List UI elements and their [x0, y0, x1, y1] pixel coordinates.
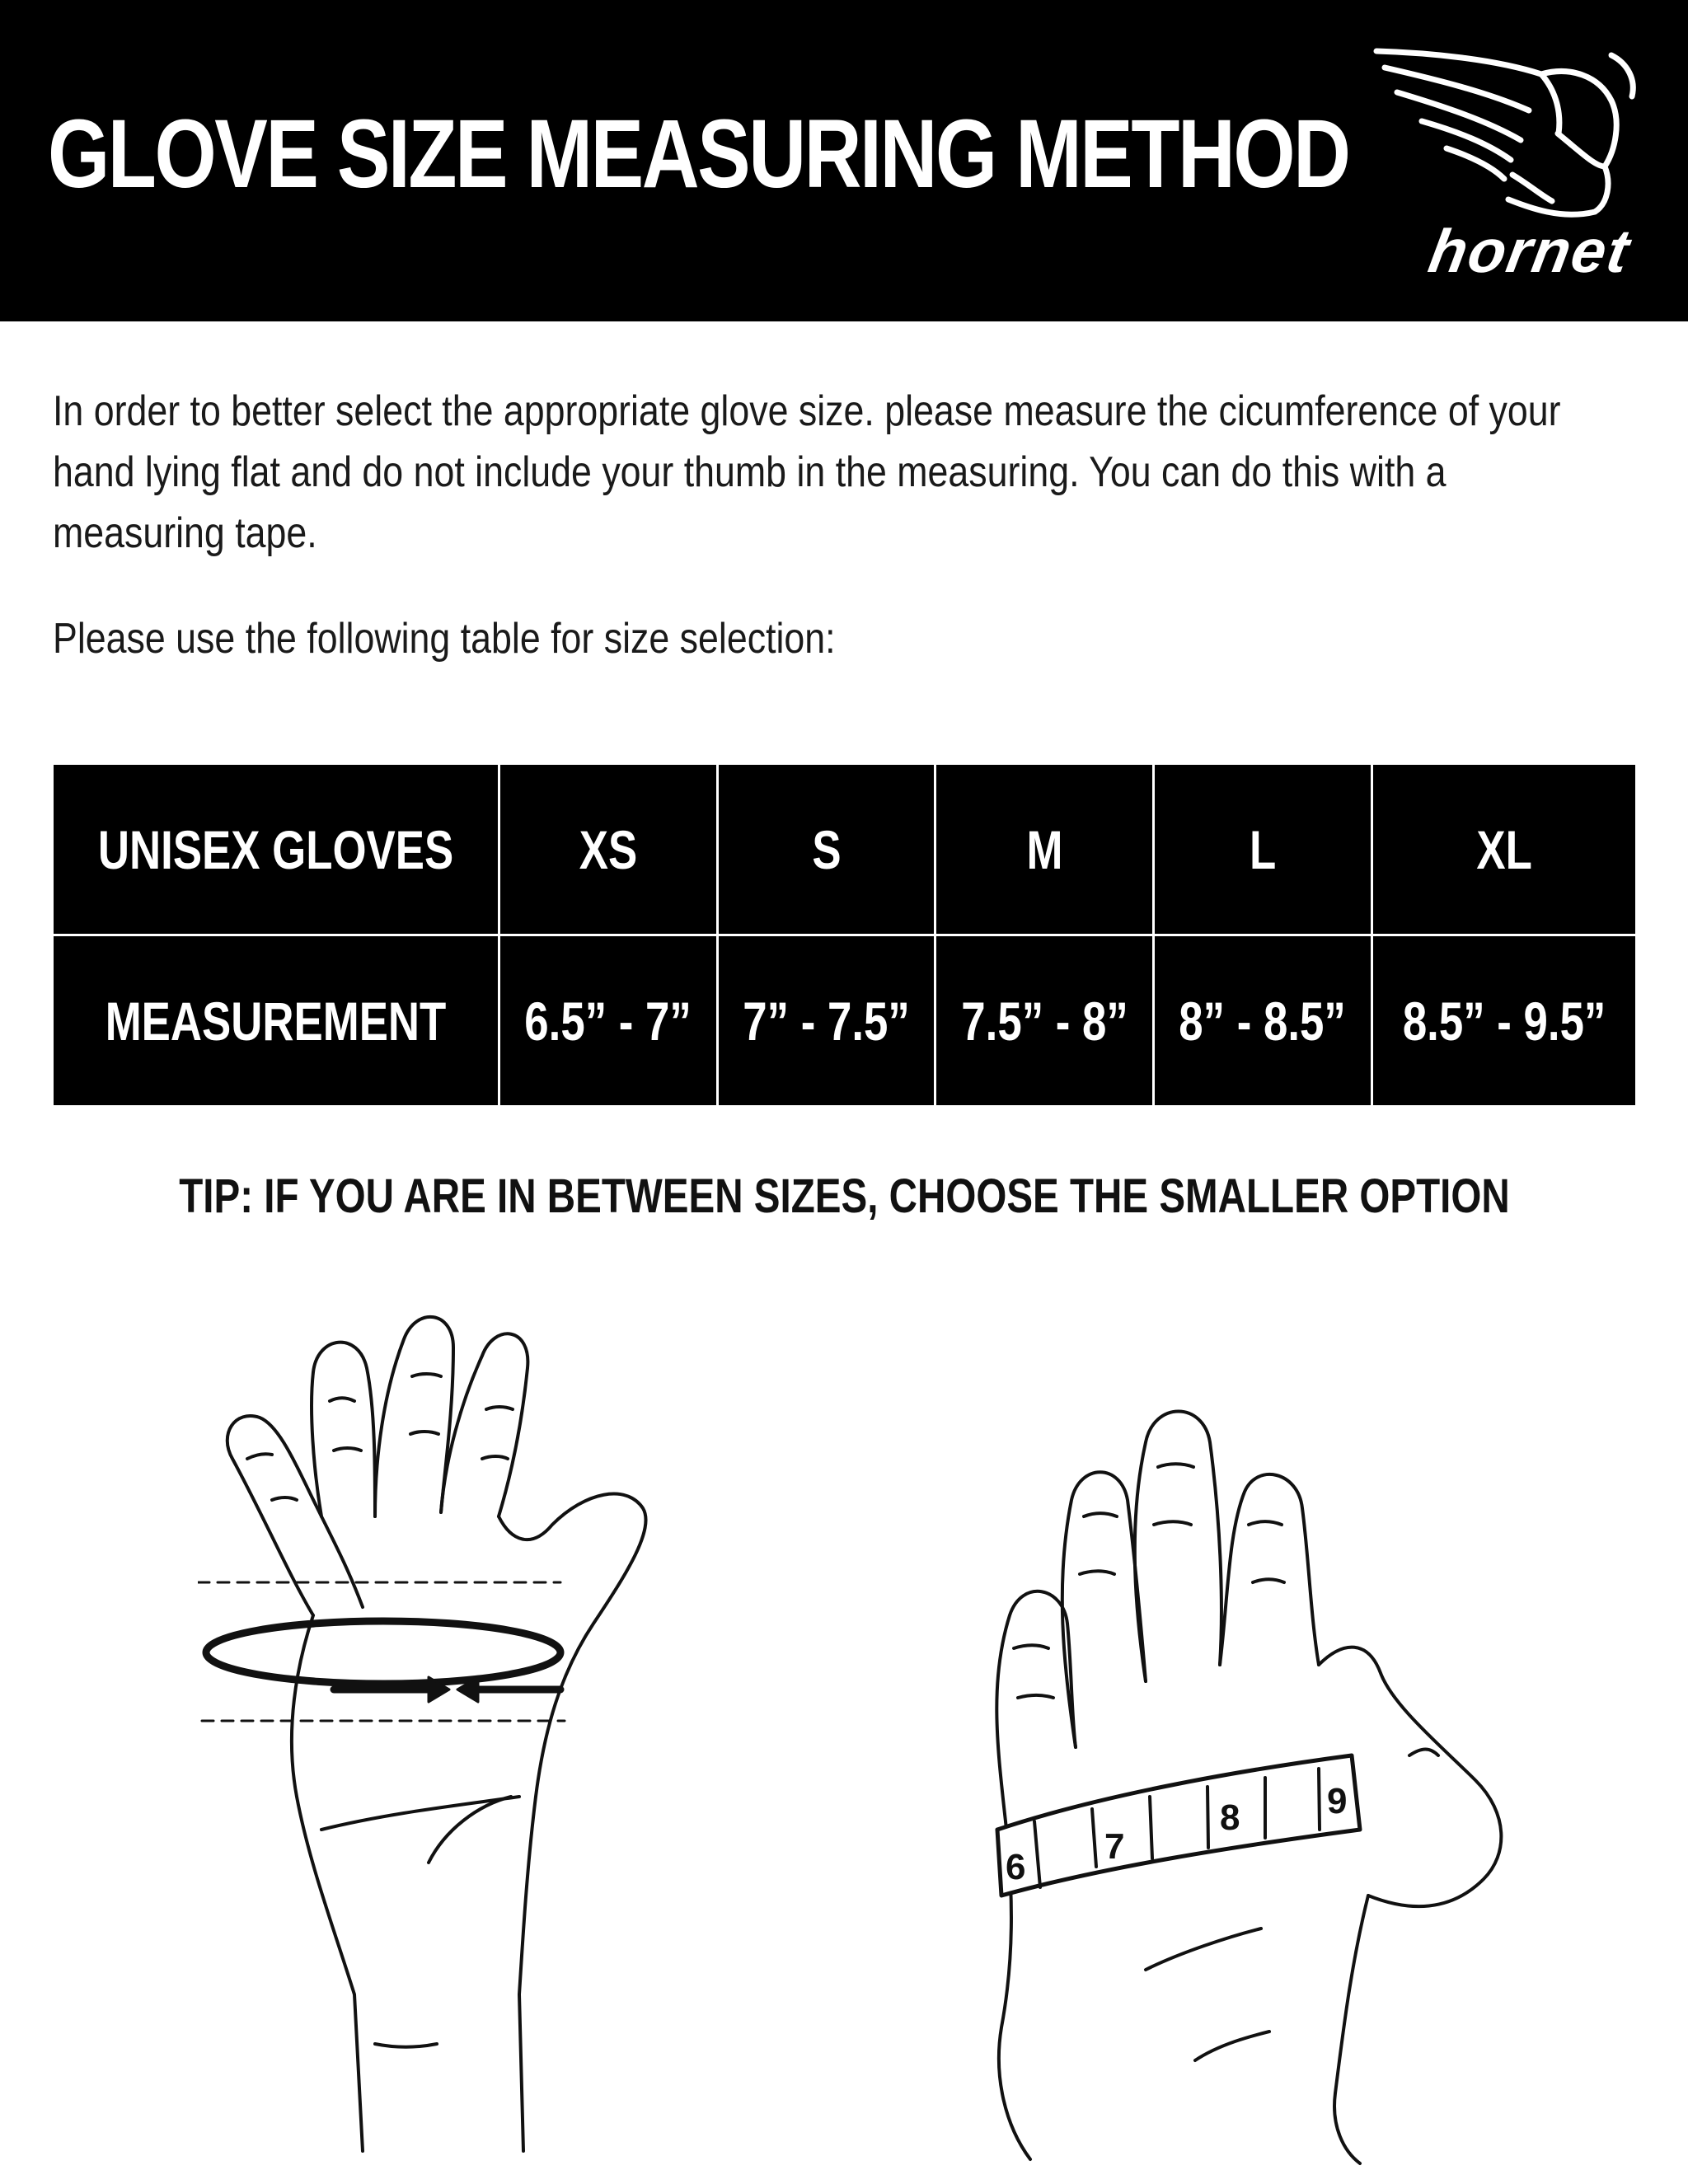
measurement-row — [53, 935, 1637, 1107]
tape-number-8: 8 — [1220, 1797, 1240, 1838]
header-banner — [0, 0, 1688, 321]
measurement-cell-xs: 6.5” - 7” — [499, 935, 718, 1107]
measurement-header-cell: MEASUREMENT — [53, 935, 499, 1107]
size-cell-l: L — [1153, 764, 1372, 935]
brand-wordmark: hornet — [1423, 217, 1636, 285]
page-title: GLOVE SIZE MEASURING METHOD — [48, 100, 1349, 209]
size-table — [51, 762, 1638, 1108]
measurement-cell-l: 8” - 8.5” — [1153, 935, 1372, 1107]
size-cell-s: S — [717, 764, 935, 935]
tape-number-9: 9 — [1327, 1781, 1348, 1821]
size-cell-m: M — [935, 764, 1154, 935]
table-header-cell: UNISEX GLOVES — [53, 764, 499, 935]
measurement-cell-m: 7.5” - 8” — [935, 935, 1154, 1107]
size-row — [53, 764, 1637, 935]
size-cell-xs: XS — [499, 764, 718, 935]
tape-number-6: 6 — [1006, 1847, 1026, 1887]
measurement-cell-s: 7” - 7.5” — [717, 935, 935, 1107]
size-tip: TIP: IF YOU ARE IN BETWEEN SIZES, CHOOSE THE SMALLER OPTION — [178, 1169, 1510, 1223]
intro-paragraph: In order to better select the appropriate glove size. please measure the cicumference of your hand lying flat and do not include your thumb in the measuring. You can do this with a measuring tape. — [53, 387, 1561, 557]
size-cell-xl: XL — [1372, 764, 1637, 935]
hand-illustrations — [0, 1236, 1688, 2184]
tape-number-7: 7 — [1104, 1826, 1125, 1867]
measurement-cell-xl: 8.5” - 9.5” — [1372, 935, 1637, 1107]
hand-measure-illustration — [198, 1302, 775, 2159]
table-instruction: Please use the following table for size selection: — [53, 615, 836, 663]
tape-measure-illustration — [981, 1253, 1541, 2168]
intro-text — [53, 381, 1612, 669]
